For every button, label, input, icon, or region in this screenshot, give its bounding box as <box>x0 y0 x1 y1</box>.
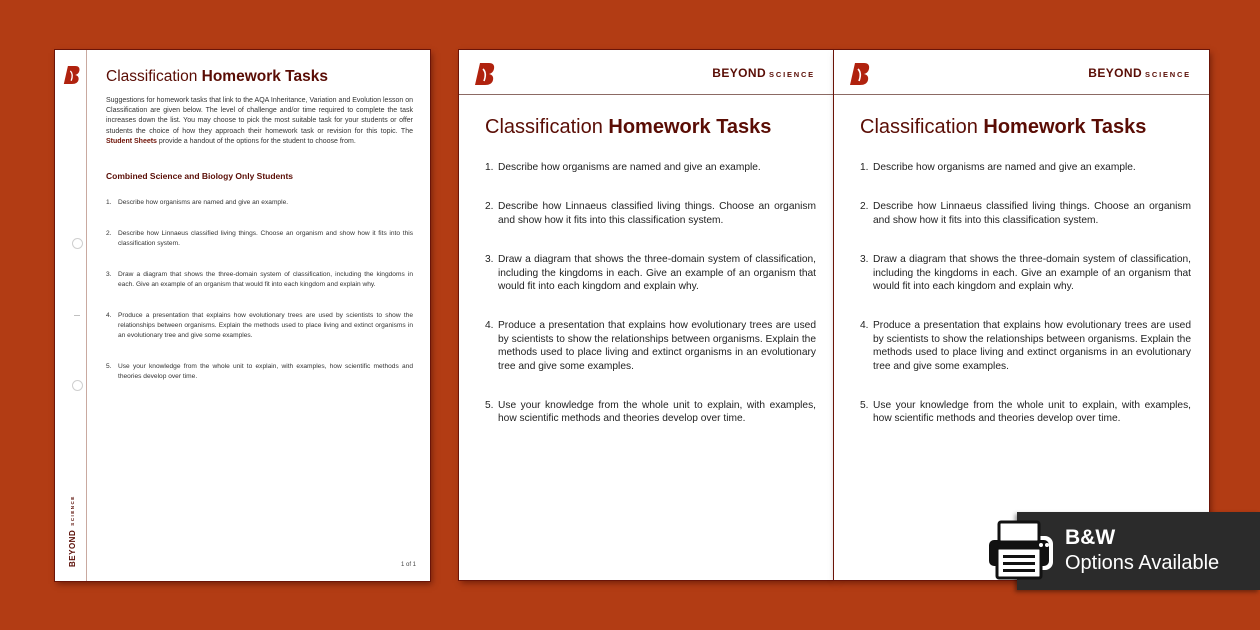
bw-options-badge <box>1017 512 1260 590</box>
task-item: 3. Draw a diagram that shows the three-domain system of classification, including the kingdoms in each. Give an example of an organism that would fit into each kingdom and explain why. <box>106 271 413 289</box>
badge-subtitle: Options Available <box>1065 552 1220 574</box>
task-item: 2. Describe how Linnaeus classified living things. Choose an organism and show how it fits into this classification system. <box>860 201 1191 226</box>
teacher-sheet-page <box>55 50 430 581</box>
side-brand-logo: BEYONDSCIENCE <box>68 495 77 567</box>
beyond-b-logo-icon <box>474 61 496 87</box>
task-list <box>106 198 413 382</box>
printer-icon <box>983 518 1055 582</box>
teacher-sheet-content <box>106 68 413 403</box>
student-sheet-page <box>834 50 1209 580</box>
beyond-b-logo-icon <box>849 61 871 87</box>
task-item: 4. Produce a presentation that explains how evolutionary trees are used by scientists to show the relationships between organisms. Explain the methods used to place living and extinct organisms in an evolutionary tree and give some examples. <box>860 320 1191 372</box>
brand-wordmark: BEYOND SCIENCE <box>1088 66 1191 80</box>
task-list <box>860 161 1191 426</box>
task-item: 1. Describe how organisms are named and give an example. <box>485 162 761 173</box>
fold-mark <box>74 315 80 316</box>
task-item: 5. Use your knowledge from the whole unit to explain, with examples, how scientific methods and theories develop over time. <box>106 363 413 381</box>
page-title: Classification Homework Tasks <box>106 68 328 85</box>
task-list <box>485 161 816 426</box>
task-item: 1. Describe how organisms are named and give an example. <box>106 199 289 207</box>
punch-hole <box>72 238 83 249</box>
margin-line <box>86 50 87 581</box>
task-item: 3. Draw a diagram that shows the three-domain system of classification, including the kingdoms in each. Give an example of an organism that would fit into each kingdom and explain why. <box>485 254 816 293</box>
intro-paragraph: Suggestions for homework tasks that link to the AQA Inheritance, Variation and Evolution lesson on Classification are given below. The level of challenge and/or time required to complete the task increases down the list. You may choose to pick the most suitable task for your students or offer students the choice of how they approach their homework task or revision for this topic. The Student Sheets provide a handout of the options for the student to choose from. <box>106 97 413 145</box>
page-title: Classification Homework Tasks <box>860 116 1147 138</box>
student-sheet-page <box>459 50 834 580</box>
task-item: 4. Produce a presentation that explains how evolutionary trees are used by scientists to show the relationships between organisms. Explain the methods used to place living and extinct organisms in an evolutionary tree and give some examples. <box>106 312 413 340</box>
task-item: 2. Describe how Linnaeus classified living things. Choose an organism and show how it fits into this classification system. <box>485 201 816 226</box>
beyond-b-logo-icon <box>63 64 81 86</box>
badge-title: B&W <box>1065 526 1116 549</box>
page-title: Classification Homework Tasks <box>485 116 772 138</box>
task-item: 3. Draw a diagram that shows the three-domain system of classification, including the kingdoms in each. Give an example of an organism that would fit into each kingdom and explain why. <box>860 254 1191 293</box>
task-item: 2. Describe how Linnaeus classified living things. Choose an organism and show how it fits into this classification system. <box>106 230 413 248</box>
sheet-header <box>459 50 833 95</box>
task-item: 1. Describe how organisms are named and give an example. <box>860 162 1136 173</box>
task-item: 4. Produce a presentation that explains how evolutionary trees are used by scientists to show the relationships between organisms. Explain the methods used to place living and extinct organisms in an evolutionary tree and give some examples. <box>485 320 816 372</box>
task-item: 5. Use your knowledge from the whole unit to explain, with examples, how scientific methods and theories develop over time. <box>860 400 1191 425</box>
brand-wordmark: BEYOND SCIENCE <box>712 66 815 80</box>
page-number: 1 of 1 <box>400 562 416 568</box>
punch-hole <box>72 380 83 391</box>
sheet-header <box>834 50 1209 95</box>
student-sheet-content <box>485 116 816 452</box>
student-sheet-content <box>860 116 1191 452</box>
section-heading: Combined Science and Biology Only Students <box>106 171 294 182</box>
task-item: 5. Use your knowledge from the whole unit to explain, with examples, how scientific methods and theories develop over time. <box>485 400 816 425</box>
